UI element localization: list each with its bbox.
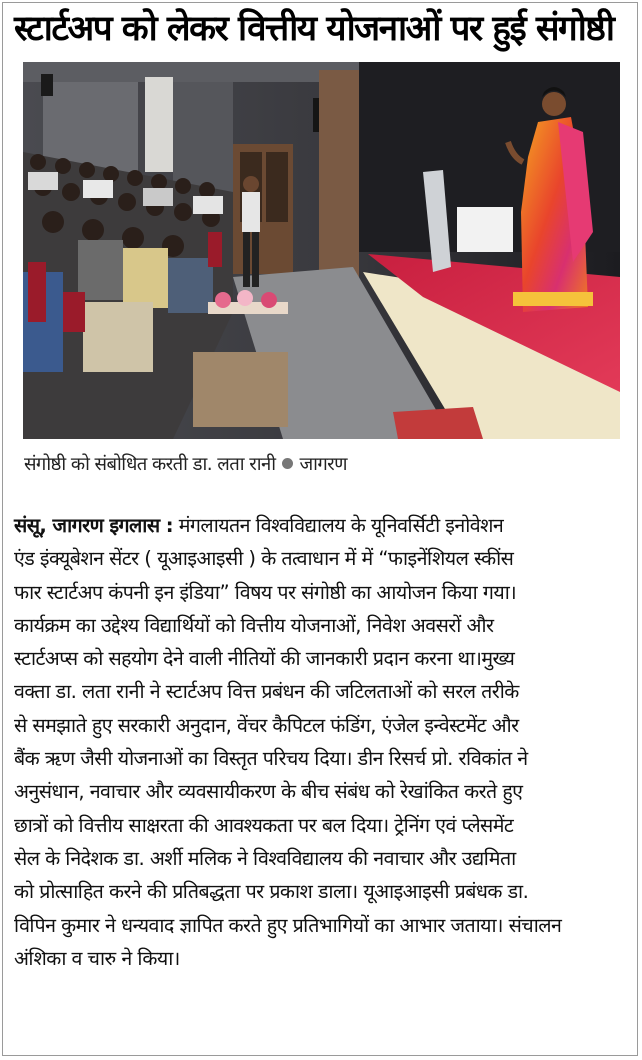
body-line: छात्रों को वित्तीय साक्षरता की आवश्यकता पर बल दिया। ट्रेनिंग एवं प्लेसमेंट: [14, 813, 514, 837]
seminar-photo-illustration: [23, 62, 620, 439]
article-body: [14, 509, 628, 975]
body-line: अनुसंधान, नवाचार और व्यवसायीकरण के बीच संबंध को रेखांकित करते हुए: [14, 780, 523, 804]
body-line: [14, 509, 628, 542]
photo-caption-text: संगोष्ठी को संबोधित करती डा. लता रानी: [24, 454, 276, 475]
body-line: स्टार्टअप्स को सहयोग देने वाली नीतियों की जानकारी प्रदान करना था।मुख्य: [14, 647, 515, 671]
article-dateline: संसू, जागरण इगलास :: [14, 514, 174, 537]
seminar-photo: [23, 62, 620, 439]
body-line: से समझाते हुए सरकारी अनुदान, वेंचर कैपिटल फंडिंग, एंजेल इन्वेस्टमेंट और: [14, 713, 519, 737]
body-line: फार स्टार्टअप कंपनी इन इंडिया” विषय पर संगोष्ठी का आयोजन किया गया।: [14, 580, 517, 604]
photo-caption: [24, 451, 347, 476]
bullet-dot-icon: [282, 458, 293, 469]
body-line: सेल के निदेशक डा. अर्शी मलिक ने विश्वविद्यालय की नवाचार और उद्यमिता: [14, 846, 516, 870]
photo-credit: जागरण: [299, 454, 347, 475]
body-line: वक्ता डा. लता रानी ने स्टार्टअप वित्त प्रबंधन की जटिलताओं को सरल तरीके: [14, 680, 519, 704]
body-line-text: मंगलायतन विश्वविद्यालय के यूनिवर्सिटी इनोवेशन: [178, 514, 504, 537]
body-line: बैंक ऋण जैसी योजनाओं का विस्तृत परिचय दिया। डीन रिसर्च प्रो. रविकांत ने: [14, 747, 528, 771]
body-line: को प्रोत्साहित करने की प्रतिबद्धता पर प्रकाश डाला। यूआइआइसी प्रबंधक डा.: [14, 880, 529, 904]
body-line: कार्यक्रम का उद्देश्य विद्यार्थियों को वित्तीय योजनाओं, निवेश अवसरों और: [14, 613, 494, 637]
article-headline: स्टार्टअप को लेकर वित्तीय योजनाओं पर हुई संगोष्ठी: [14, 9, 614, 49]
body-line: विपिन कुमार ने धन्यवाद ज्ञापित करते हुए प्रतिभागियों का आभार जताया। संचालन: [14, 913, 562, 937]
body-line: अंशिका व चारु ने किया।: [14, 946, 180, 970]
body-line: एंड इंक्यूबेशन सेंटर ( यूआइआइसी ) के तत्वाधान में में “फाइनेंशियल स्कींस: [14, 547, 514, 571]
